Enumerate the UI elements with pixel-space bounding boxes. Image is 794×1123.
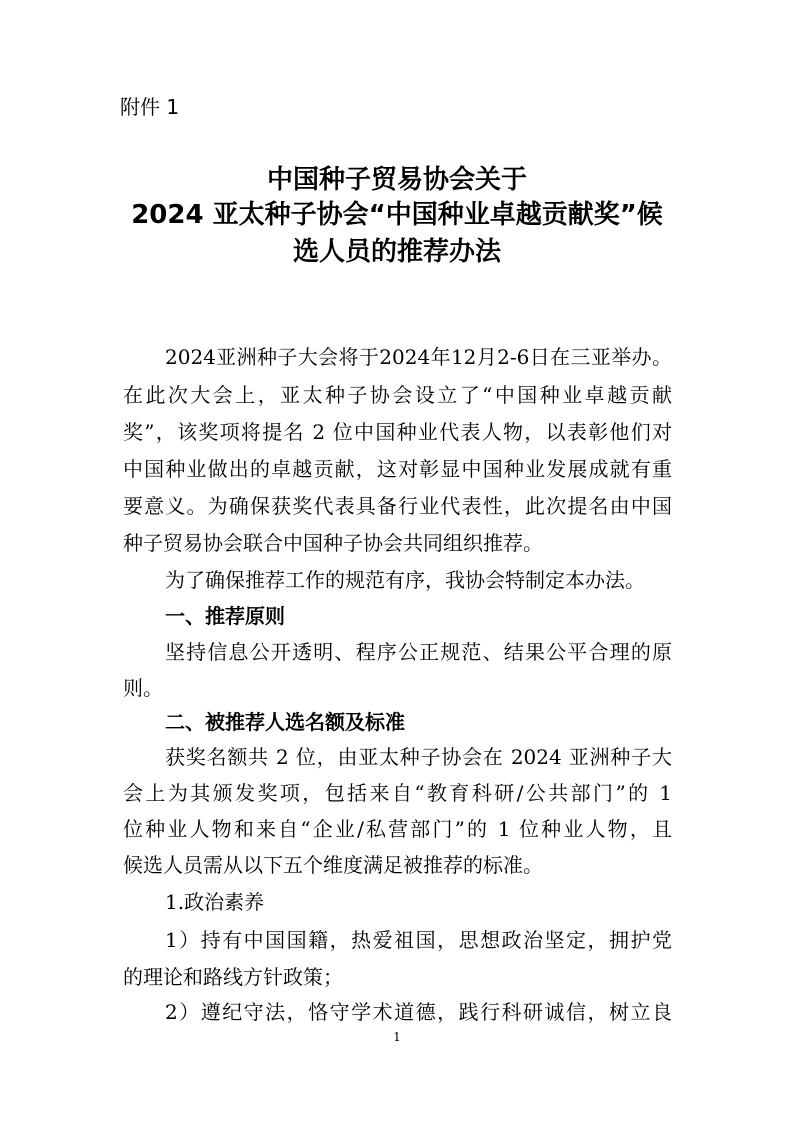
section2-line: 获奖名额共 2 位，由亚太种子协会在 2024 亚洲种子大	[165, 745, 672, 769]
section2-line: 会上为其颁发奖项，包括来自“教育科研/公共部门”的 1	[123, 781, 672, 805]
intro-para2: 为了确保推荐工作的规范有序，我协会特制定本办法。	[165, 568, 645, 592]
section2-line: 位种业人物和来自“企业/私营部门”的 1 位种业人物，且	[123, 817, 672, 841]
attachment-label: 附件 1	[120, 95, 180, 119]
subsection1-item1-line: 1）持有中国国籍，热爱祖国，思想政治坚定，拥护党	[165, 928, 672, 952]
section1-line: 坚持信息公开透明、程序公正规范、结果公平合理的原	[165, 640, 672, 664]
intro-para1-line: 奖”，该奖项将提名 2 位中国种业代表人物，以表彰他们对	[123, 420, 672, 444]
intro-para1-line: 中国种业做出的卓越贡献，这对彰显中国种业发展成就有重	[123, 457, 672, 481]
intro-para1-line: 种子贸易协会联合中国种子协会共同组织推荐。	[123, 531, 543, 555]
page-number: 1	[393, 1030, 401, 1044]
title-line-3: 选人员的推荐办法	[292, 237, 501, 267]
subsection1-item2-line: 2）遵纪守法，恪守学术道德，践行科研诚信，树立良	[165, 1000, 672, 1024]
subsection1-heading: 1.政治素养	[165, 890, 265, 914]
intro-para1-line: 2024亚洲种子大会将于2024年12月2-6日在三亚举办。	[165, 345, 672, 369]
title-line-2: 2024 亚太种子协会“中国种业卓越贡献奖”候	[131, 200, 663, 230]
section2-heading: 二、被推荐人选名额及标准	[165, 710, 405, 734]
subsection1-item1-line: 的理论和路线方针政策；	[123, 965, 343, 989]
section1-line: 则。	[123, 676, 163, 700]
intro-para1-line: 在此次大会上，亚太种子协会设立了“中国种业卓越贡献	[123, 383, 672, 407]
section2-line: 候选人员需从以下五个维度满足被推荐的标准。	[123, 853, 543, 877]
title-line-1: 中国种子贸易协会关于	[266, 165, 527, 195]
section1-heading: 一、推荐原则	[165, 604, 285, 628]
intro-para1-line: 要意义。为确保获奖代表具备行业代表性，此次提名由中国	[123, 494, 672, 518]
